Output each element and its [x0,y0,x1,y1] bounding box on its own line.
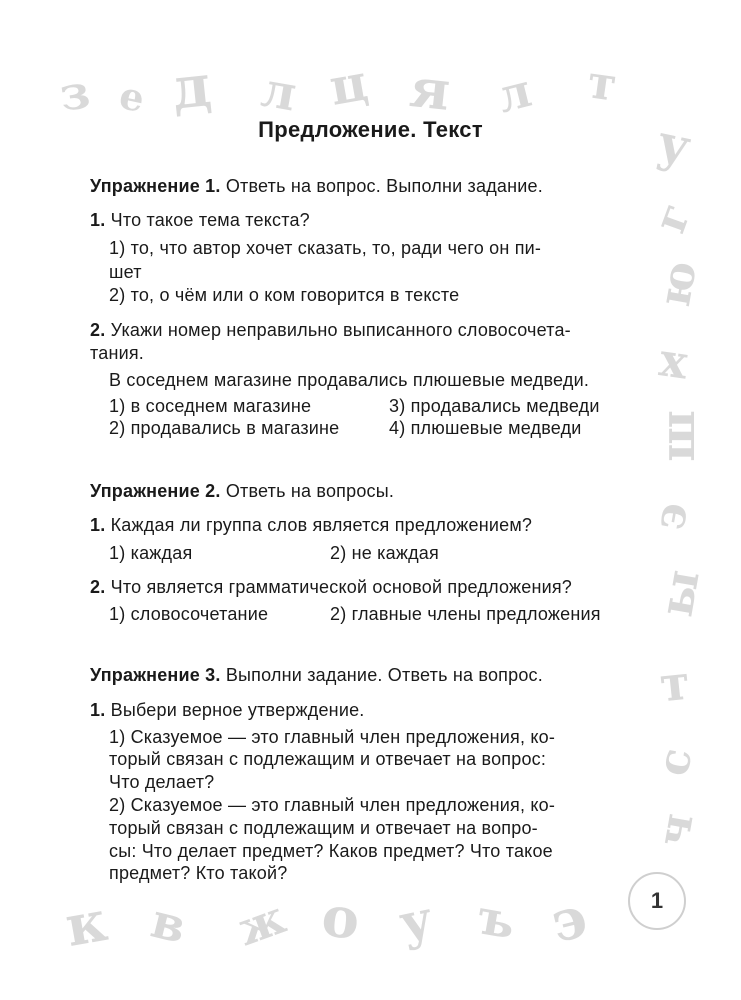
decorative-letter: д [168,51,215,123]
question-number: 1. [90,210,106,230]
ex3-q1-option-2-line-2: торый связан с подлежащим и отвечает на вопро- [109,818,538,838]
decorative-letter: ъ [473,889,520,951]
ex1-question-1 [90,210,310,231]
decorative-letter: е [115,71,149,122]
ex1-q1-option-2: 2) то, о чём или о ком говорится в тексте [109,285,460,305]
decorative-letter: ж [230,889,293,957]
ex1-q2-option-2: 2) продавались в магазине [109,418,340,438]
decorative-letter: л [257,61,301,123]
ex3-q1-option-1-line-3: Что делает? [109,772,215,792]
ex2-question-1 [90,515,532,536]
exercise-1-label: Упражнение 1. [90,176,221,196]
ex3-q1-option-1-line-1: 1) Сказуемое — это главный член предложения, ко- [109,727,556,747]
decorative-letter: ч [647,809,704,851]
decorative-letter: ы [648,565,710,621]
exercise-2-label: Упражнение 2. [90,481,221,501]
decorative-letter: ц [325,52,372,117]
decorative-letter: с [647,744,703,780]
ex2-q2-option-1: 1) словосочетание [109,604,269,624]
exercise-1-heading [90,176,543,197]
decorative-letter: х [656,332,692,390]
question-number: 1. [90,700,106,720]
ex1-q1-option-1-line-1: 1) то, что автор хочет сказать, то, ради чего он пи- [109,238,542,258]
ex1-question-2 [90,320,571,341]
decorative-letter: з [56,64,93,122]
ex2-question-2 [90,577,572,598]
exercise-3-label: Упражнение 3. [90,665,221,685]
decorative-letter: ю [649,257,708,311]
exercise-2-instruction: Ответь на вопросы. [225,481,395,501]
exercise-1-instruction: Ответь на вопрос. Выполни задание. [225,176,543,196]
question-text: Что является грамматической основой предложения? [110,577,572,597]
decorative-letter: г [644,196,702,240]
decorative-letter: к [60,887,112,961]
ex2-q1-option-1: 1) каждая [109,543,193,563]
decorative-letter: л [491,62,537,124]
ex3-q1-option-2-line-1: 2) Сказуемое — это главный член предложения, ко- [109,795,556,815]
decorative-letter: ш [649,410,706,462]
decorative-letter: о [318,883,363,953]
page-number: 1 [628,872,686,930]
question-text: Выбери верное утверждение. [110,700,365,720]
page-title: Предложение. Текст [258,117,483,142]
decorative-letter: я [406,55,454,123]
ex2-q1-option-2: 2) не каждая [330,543,439,563]
ex1-q2-option-3: 3) продавались медведи [389,396,600,416]
question-number: 2. [90,320,106,340]
decorative-letter: т [584,54,621,112]
ex1-q2-text-line-2: тания. [90,343,144,363]
ex3-q1-option-2-line-3: сы: Что делает предмет? Каков предмет? Что такое [109,841,553,861]
decorative-letter: у [394,888,438,953]
question-text: Каждая ли группа слов является предложением? [110,515,533,535]
question-number: 2. [90,577,106,597]
question-number: 1. [90,515,106,535]
exercise-3-instruction: Выполни задание. Ответь на вопрос. [225,665,543,685]
decorative-letter: т [657,654,693,714]
decorative-letter: у [652,112,696,177]
ex3-question-1 [90,700,365,721]
question-text-line-1: Укажи номер неправильно выписанного словосочета- [110,320,571,340]
ex3-q1-option-1-line-2: торый связан с подлежащим и отвечает на вопрос: [109,749,547,769]
ex1-q2-option-4: 4) плюшевые медведи [389,418,582,438]
ex1-q2-sentence: В соседнем магазине продавались плюшевые медведи. [109,370,590,390]
ex2-q2-option-2: 2) главные члены предложения [330,604,601,624]
ex3-q1-option-2-line-4: предмет? Кто такой? [109,863,288,883]
decorative-letter: э [643,498,699,534]
exercise-3-heading [90,665,543,686]
ex1-q1-option-1-line-2: шет [109,262,142,282]
exercise-2-heading [90,481,394,502]
decorative-letter: э [544,883,594,957]
decorative-letter: в [145,892,192,956]
ex1-q2-option-1: 1) в соседнем магазине [109,396,312,416]
question-text: Что такое тема текста? [110,210,310,230]
